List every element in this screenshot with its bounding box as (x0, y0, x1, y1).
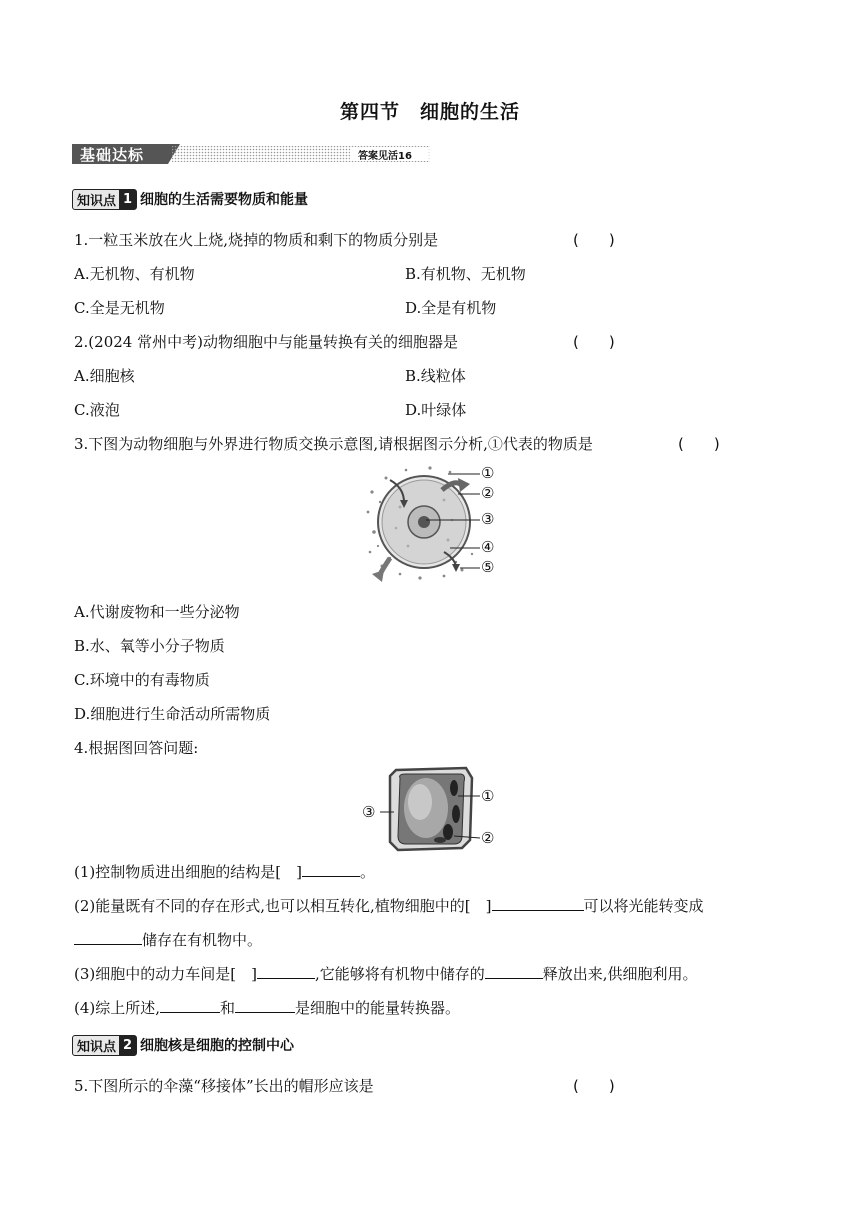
plant-cell-diagram (362, 764, 502, 852)
q3-option-a: A.代谢废物和一些分泌物 (74, 603, 240, 621)
kp-badge-text: 知识点 (77, 193, 117, 209)
kp-number: 1 (119, 190, 136, 209)
answer-blank[interactable] (492, 896, 584, 911)
q4-subquestion-1 (74, 861, 375, 882)
figure-label-2: ② (481, 829, 495, 847)
banner-label: 基础达标 (80, 146, 145, 164)
kp-title: 细胞的生活需要物质和能量 (140, 192, 309, 208)
q4-subquestion-3 (74, 963, 698, 984)
q4-s2-end: 储存在有机物中。 (142, 931, 263, 949)
q4-subquestion-2 (74, 895, 704, 916)
answer-blank[interactable] (235, 998, 295, 1013)
q2-option-b: B.线粒体 (405, 367, 466, 385)
q4-s1-end: 。 (359, 863, 375, 881)
figure-label-3: ③ (481, 510, 495, 528)
q4-s2-text-2: 可以将光能转变成 (583, 897, 704, 915)
q2-option-c: C.液泡 (74, 401, 120, 419)
answer-blank[interactable] (74, 930, 142, 945)
figure-label-4: ④ (481, 538, 495, 556)
q3-option-b: B.水、氧等小分子物质 (74, 637, 225, 655)
answer-blank[interactable] (160, 998, 220, 1013)
q5-stem: 5.下图所示的伞藻“移接体”长出的帽形应该是 (74, 1077, 374, 1095)
q4-s4-and: 和 (220, 999, 236, 1017)
q1-option-b: B.有机物、无机物 (405, 265, 526, 283)
knowledge-point-1 (72, 188, 308, 210)
q2-stem: 2.(2024 常州中考)动物细胞中与能量转换有关的细胞器是 (74, 333, 458, 351)
q4-s3-text: (3)细胞中的动力车间是[ ] (74, 965, 257, 983)
answer-paren: ( ) (573, 231, 615, 249)
answer-blank[interactable] (257, 964, 315, 979)
q1-option-c: C.全是无机物 (74, 299, 165, 317)
kp-number: 2 (119, 1036, 136, 1055)
kp-badge-text: 知识点 (77, 1039, 117, 1055)
answer-blank[interactable] (485, 964, 543, 979)
knowledge-point-2 (72, 1034, 294, 1056)
answer-paren: ( ) (573, 1077, 615, 1095)
kp-badge (72, 1035, 137, 1056)
q1-option-a: A.无机物、有机物 (74, 265, 195, 283)
q4-s4-text: (4)综上所述, (74, 999, 161, 1017)
figure-label-2: ② (481, 484, 495, 502)
animal-cell-diagram (360, 462, 510, 584)
kp-title: 细胞核是细胞的控制中心 (140, 1038, 295, 1054)
figure-label-1: ① (481, 787, 495, 805)
kp-badge (72, 189, 137, 210)
answer-paren: ( ) (678, 435, 720, 453)
section-banner (72, 142, 430, 166)
page-title: 第四节 细胞的生活 (339, 101, 520, 123)
figure-label-5: ⑤ (481, 558, 495, 576)
q1-stem: 1.一粒玉米放在火上烧,烧掉的物质和剩下的物质分别是 (74, 231, 439, 249)
q4-s3-end: 释放出来,供细胞利用。 (542, 965, 698, 983)
q4-s1-text: (1)控制物质进出细胞的结构是[ ] (74, 863, 302, 881)
q4-stem: 4.根据图回答问题: (74, 739, 199, 757)
q4-s3-text-2: ,它能够将有机物中储存的 (314, 965, 485, 983)
answer-reference: 答案见活16 (358, 151, 412, 162)
q4-subquestion-2-cont (74, 929, 262, 950)
q2-option-d: D.叶绿体 (405, 401, 467, 419)
answer-blank[interactable] (302, 862, 360, 877)
q3-stem: 3.下图为动物细胞与外界进行物质交换示意图,请根据图示分析,①代表的物质是 (74, 435, 593, 453)
q2-option-a: A.细胞核 (74, 367, 135, 385)
answer-paren: ( ) (573, 333, 615, 351)
q3-option-c: C.环境中的有毒物质 (74, 671, 210, 689)
q3-option-d: D.细胞进行生命活动所需物质 (74, 705, 271, 723)
q4-s4-end: 是细胞中的能量转换器。 (295, 999, 461, 1017)
q4-subquestion-4 (74, 997, 460, 1018)
figure-label-3: ③ (362, 803, 376, 821)
figure-label-1: ① (481, 464, 495, 482)
q4-s2-text: (2)能量既有不同的存在形式,也可以相互转化,植物细胞中的[ ] (74, 897, 492, 915)
q1-option-d: D.全是有机物 (405, 299, 497, 317)
